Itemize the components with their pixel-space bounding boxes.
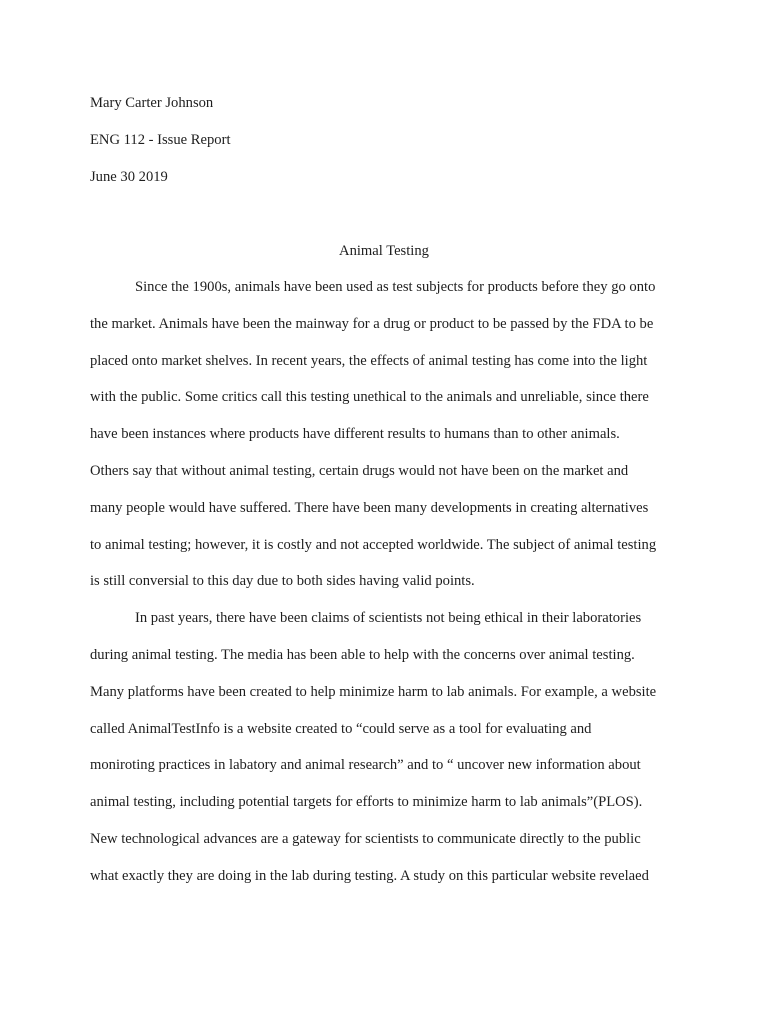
course-line: ENG 112 - Issue Report xyxy=(90,132,231,148)
author-name: Mary Carter Johnson xyxy=(90,95,214,111)
date-line: June 30 2019 xyxy=(90,169,168,185)
paragraph-1-line: with the public. Some critics call this testing unethical to the animals and unreliable, since there xyxy=(90,389,649,406)
paragraph-2-line: called AnimalTestInfo is a website created to “could serve as a tool for evaluating and xyxy=(90,720,592,737)
essay-title: Animal Testing xyxy=(339,243,429,259)
paragraph-1-line: the market. Animals have been the mainway for a drug or product to be passed by the FDA to be xyxy=(90,315,654,332)
paragraph-1-line: Others say that without animal testing, certain drugs would not have been on the market and xyxy=(90,462,629,479)
paragraph-1-line: to animal testing; however, it is costly and not accepted worldwide. The subject of animal testing xyxy=(90,536,657,553)
paragraph-1-line: Since the 1900s, animals have been used as test subjects for products before they go onto xyxy=(135,279,656,295)
paragraph-2-line: animal testing, including potential targets for efforts to minimize harm to lab animals”(PLOS). xyxy=(90,794,643,811)
paragraph-2-line: Many platforms have been created to help minimize harm to lab animals. For example, a website xyxy=(90,683,657,700)
paragraph-1-line: many people would have suffered. There have been many developments in creating alternatives xyxy=(90,499,649,516)
paragraph-2-line: In past years, there have been claims of scientists not being ethical in their laboratories xyxy=(135,610,642,627)
paragraph-2-line: what exactly they are doing in the lab during testing. A study on this particular website revelaed xyxy=(90,867,649,884)
paragraph-2-line: during animal testing. The media has been able to help with the concerns over animal testing. xyxy=(90,646,635,663)
paragraph-1-line: placed onto market shelves. In recent years, the effects of animal testing has come into the light xyxy=(90,352,648,369)
paragraph-2-line: moniroting practices in labatory and animal research” and to “ uncover new information about xyxy=(90,757,641,774)
paragraph-2-line: New technological advances are a gateway for scientists to communicate directly to the public xyxy=(90,830,641,847)
essay-body xyxy=(90,278,690,904)
paragraph-1-line: is still conversial to this day due to both sides having valid points. xyxy=(90,573,475,590)
paragraph-1-line: have been instances where products have different results to humans than to other animals. xyxy=(90,426,620,443)
